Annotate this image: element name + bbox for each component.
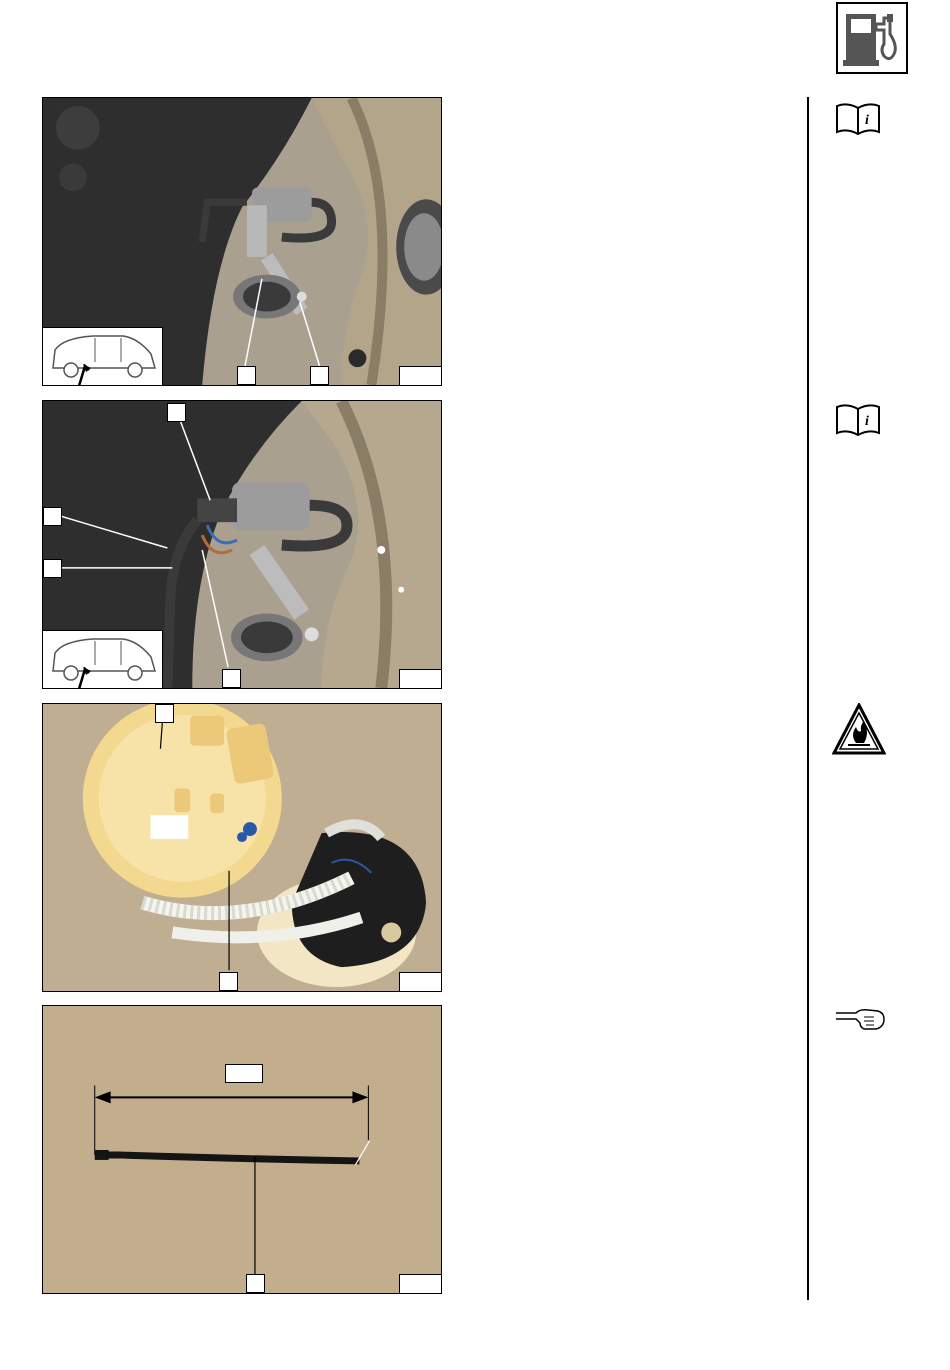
callout-box — [246, 1274, 265, 1293]
dimension-label-box — [225, 1064, 263, 1083]
fuel-pump-header-icon — [836, 2, 908, 74]
manual-info-icon — [835, 102, 881, 141]
figure-reference-box — [399, 366, 441, 385]
manual-info-icon — [835, 403, 881, 442]
callout-box — [310, 366, 329, 385]
car-side-view-icon — [43, 631, 163, 689]
fuel-pump-icon — [838, 4, 906, 72]
callout-box — [219, 972, 238, 991]
figure-1 — [42, 97, 442, 386]
pointing-hand-note-icon — [834, 1005, 886, 1038]
figure-3 — [42, 703, 442, 992]
svg-text:i: i — [865, 113, 869, 128]
callout-box — [155, 704, 174, 723]
vehicle-location-inset — [43, 327, 163, 385]
fuel-pump-module-photo — [43, 704, 441, 991]
vehicle-location-inset — [43, 630, 163, 688]
callout-box — [237, 366, 256, 385]
right-margin-rule — [807, 97, 809, 1300]
figure-4 — [42, 1005, 442, 1294]
figure-reference-box — [399, 1274, 441, 1293]
callout-box — [43, 507, 62, 526]
figure-2 — [42, 400, 442, 689]
callout-box — [43, 559, 62, 578]
car-side-view-icon — [43, 328, 163, 386]
svg-text:i: i — [865, 414, 869, 429]
callout-box — [167, 403, 186, 422]
flammable-warning-icon — [832, 703, 886, 760]
figure-reference-box — [399, 972, 441, 991]
figure-reference-box — [399, 669, 441, 688]
fuel-hose-measurement-photo — [43, 1006, 441, 1293]
callout-box — [222, 669, 241, 688]
